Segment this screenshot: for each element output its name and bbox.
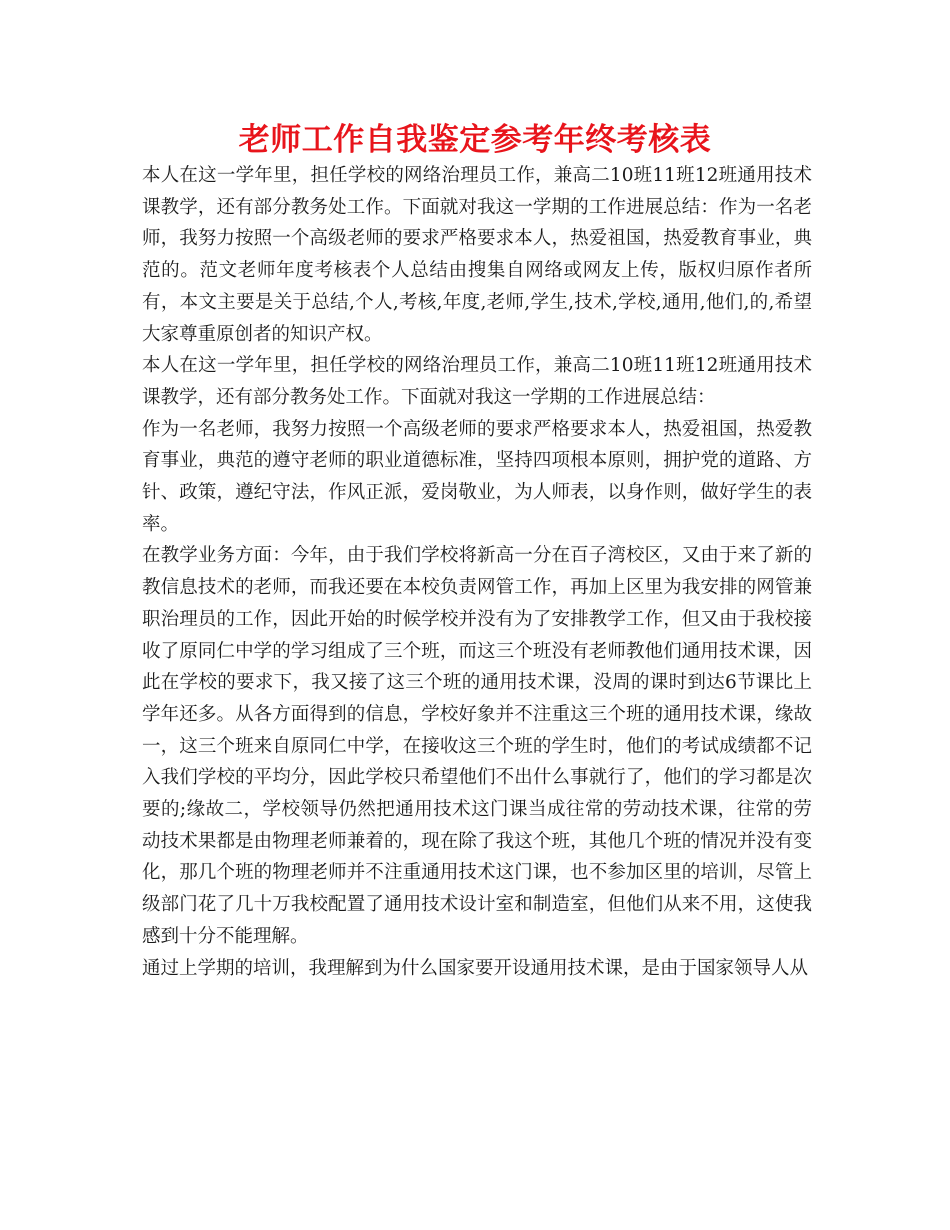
document-title: 老师工作自我鉴定参考年终考核表 [238,122,712,158]
paragraph-3: 作为一名老师，我努力按照一个高级老师的要求严格要求本人，热爱祖国，热爱教育事业，典范的遵守老师的职业道德标准，坚持四项根本原则，拥护党的道路、方针、政策，遵纪守法，作风正派，爱岗敬业，为人师表，以身作则，做好学生的表率。 [142,418,812,535]
paragraph-5: 通过上学期的培训，我理解到为什么国家要开设通用技术课，是由于国家领导人从 [142,957,809,979]
document-body [142,160,812,984]
paragraph-1: 本人在这一学年里，担任学校的网络治理员工作，兼高二10班11班12班通用技术课教学，还有部分教务处工作。下面就对我这一学期的工作进展总结：作为一名老师，我努力按照一个高级老师的要求严格要求本人，热爱祖国，热爱教育事业，典范的。范文老师年度考核表个人总结由搜集自网络或网友上传，版权归原作者所有，本文主要是关于总结,个人,考核,年度,老师,学生,技术,学校,通用,他们,的,希望大家尊重原创者的知识产权。 [142,165,812,345]
paragraph-4: 在教学业务方面：今年，由于我们学校将新高一分在百子湾校区，又由于来了新的教信息技术的老师，而我还要在本校负责网管工作，再加上区里为我安排的网管兼职治理员的工作，因此开始的时候学校并没有为了安排教学工作，但又由于我校接收了原同仁中学的学习组成了三个班，而这三个班没有老师教他们通用技术课，因此在学校的要求下，我又接了这三个班的通用技术课，没周的课时到达6节课比上学年还多。从各方面得到的信息，学校好象并不注重这三个班的通用技术课，缘故一，这三个班来自原同仁中学，在接收这三个班的学生时，他们的考试成绩都不记入我们学校的平均分，因此学校只希望他们不出什么事就行了，他们的学习都是次要的;缘故二，学校领导仍然把通用技术这门课当成往常的劳动技术课，往常的劳动技术果都是由物理老师兼着的，现在除了我这个班，其他几个班的情况并没有变化，那几个班的物理老师并不注重通用技术这门课，也不参加区里的培训，尽管上级部门花了几十万我校配置了通用技术设计室和制造室，但他们从来不用，这使我感到十分不能理解。 [142,545,812,947]
paragraph-2: 本人在这一学年里，担任学校的网络治理员工作，兼高二10班11班12班通用技术课教学，还有部分教务处工作。下面就对我这一学期的工作进展总结： [142,355,812,408]
